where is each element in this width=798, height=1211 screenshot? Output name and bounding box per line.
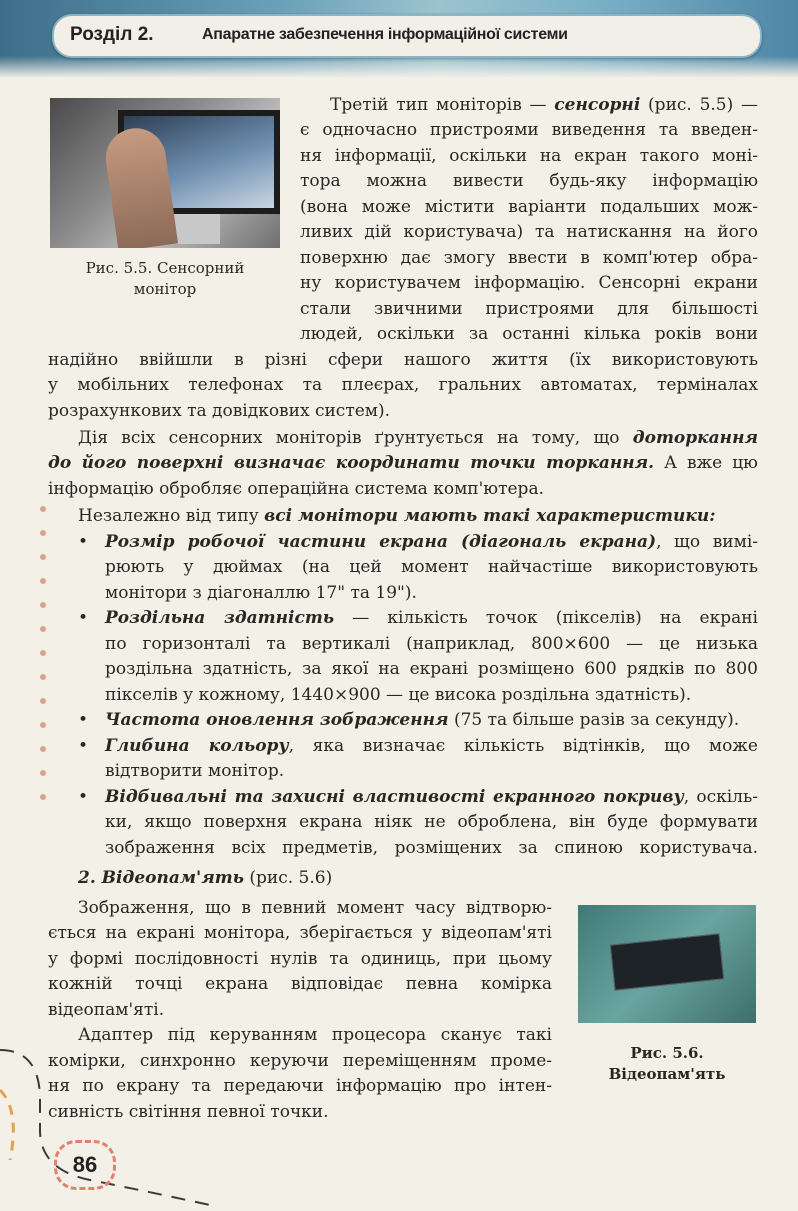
figure-caption-5-6 — [578, 1043, 756, 1085]
text-line: стали звичними пристроями для більшості — [300, 299, 758, 319]
text-line: до його поверхні визначає координати точки торкання. А вже цю — [48, 453, 758, 473]
text-line: людей, оскільки за останні кілька років вони — [300, 324, 758, 344]
text-line: ки, якщо поверхня екрана ніяк не оброблена, він буде формувати — [105, 812, 758, 832]
text-line: у формі послідовності нулів та одиниць, при цьому — [48, 949, 552, 969]
text-line: Незалежно від типу всі монітори мають такі характеристики: — [78, 506, 716, 526]
text-line: ється на екрані монітора, зберігається у відеопам'яті — [48, 923, 552, 943]
text-line: надійно ввійшли в різні сфери нашого життя (їх використовують — [48, 350, 758, 370]
text-line: Дія всіх сенсорних моніторів ґрунтується на тому, що доторкання — [78, 428, 758, 448]
text-line: Розмір робочої частини екрана (діагональ екрана), що вимі- — [105, 532, 759, 552]
bullet-marker: • — [78, 710, 89, 730]
text-line: сивність світіння певної точки. — [48, 1102, 329, 1122]
caption-line: Рис. 5.6. — [630, 1044, 704, 1062]
text-line: відтворити монітор. — [105, 761, 285, 781]
text-line: по горизонталі та вертикалі (наприклад, 800×600 — це низька — [105, 634, 758, 654]
text-line: ня по екрану та передаючи інформацію про інтен- — [48, 1076, 552, 1096]
text-line: розрахункових та довідкових систем). — [48, 401, 391, 421]
text-line: (вона може містити варіанти подальших мож- — [300, 197, 758, 217]
figure-caption-5-5 — [50, 258, 280, 300]
videomemory-chip-photo — [578, 905, 756, 1023]
text-line: кожній точці екрана відповідає певна комірка — [48, 974, 552, 994]
memory-chip — [610, 933, 724, 990]
section-label: Розділ 2. — [70, 24, 154, 45]
text-line: Відбивальні та захисні властивості екранного покриву, оскіль- — [105, 787, 758, 807]
text-line: Глибина кольору, яка визначає кількість відтінків, що може — [105, 736, 758, 756]
touchscreen-monitor-photo — [50, 98, 280, 248]
bullet-marker: • — [78, 532, 89, 552]
text-line: у мобільних телефонах та плеєрах, гральних автоматах, терміналах — [48, 375, 758, 395]
caption-line: монітор — [133, 280, 197, 298]
bullet-marker: • — [78, 736, 89, 756]
bullet-marker: • — [78, 608, 89, 628]
page-number: 86 — [54, 1140, 116, 1190]
text-line: відеопам'яті. — [48, 1000, 165, 1020]
text-line: зображення всіх предметів, розміщених за спиною користувача. — [105, 838, 758, 858]
margin-dots — [40, 506, 50, 846]
monitor-stand — [172, 214, 220, 244]
text-line: Зображення, що в певний момент часу відтворю- — [78, 898, 552, 918]
text-line: поверхню дає змогу ввести в комп'ютер обра- — [300, 248, 758, 268]
text-line: монітори з діагоналлю 17" та 19"). — [105, 583, 417, 603]
text-line: тора можна вивести будь-яку інформацію — [300, 171, 758, 191]
text-line: є одночасно пристроями виведення та введен- — [300, 120, 758, 140]
text-line: Роздільна здатність — кількість точок (пікселів) на екрані — [105, 608, 758, 628]
text-line: Третій тип моніторів — сенсорні (рис. 5.5) — — [330, 95, 758, 115]
text-line: Частота оновлення зображення (75 та більше разів за секунду). — [105, 710, 740, 730]
caption-line: Рис. 5.5. Сенсорний — [85, 259, 245, 277]
text-line: ливих дій користувача) та натискання на його — [300, 222, 758, 242]
text-line: ня інформації, оскільки на екран такого моні- — [300, 146, 758, 166]
chapter-header — [52, 14, 762, 58]
bullet-marker: • — [78, 787, 89, 807]
text-line: рюють у дюймах (на цей момент найчастіше використовують — [105, 557, 758, 577]
section-title: Апаратне забезпечення інформаційної системи — [202, 26, 568, 43]
text-line: роздільна здатність, за якої на екрані розміщено 600 рядків по 800 — [105, 659, 758, 679]
text-line: інформацію обробляє операційна система комп'ютера. — [48, 479, 544, 499]
subheading-videomemory: 2. Відеопам'ять (рис. 5.6) — [78, 868, 333, 888]
text-line: пікселів у кожному, 1440×900 — це висока роздільна здатність). — [105, 685, 692, 705]
text-line: комірки, синхронно керуючи переміщенням проме- — [48, 1051, 552, 1071]
text-line: ну користувачем інформацію. Сенсорні екрани — [300, 273, 758, 293]
text-line: Адаптер під керуванням процесора сканує такі — [78, 1025, 552, 1045]
caption-line: Відеопам'ять — [608, 1065, 726, 1083]
